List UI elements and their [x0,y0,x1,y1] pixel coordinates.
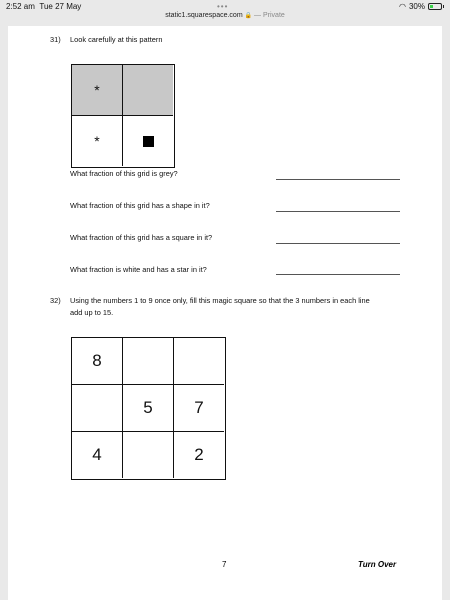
magic-cell[interactable]: 2 [194,445,204,464]
q31-number: 31) [50,35,61,44]
magic-cell[interactable] [123,338,174,385]
magic-cell[interactable] [123,432,174,478]
pattern-cell-star-grey [72,65,123,116]
url-text[interactable]: static1.squarespace.com [165,12,243,19]
q31-question-4: What fraction is white and has a star in it? [70,265,207,274]
wifi-icon: ◠ [399,2,406,11]
q32-prompt-line-1: Using the numbers 1 to 9 once only, fill this magic square so that the 3 numbers in each line [70,296,370,305]
status-right [399,2,444,11]
magic-square-grid [71,337,226,480]
magic-cell[interactable] [72,385,123,432]
worksheet-page [8,26,442,600]
pattern-cell-star-white [72,116,123,166]
magic-cell[interactable]: 7 [174,385,224,432]
magic-cell[interactable]: 5 [123,385,174,432]
magic-cell[interactable]: 4 [72,432,123,478]
star-icon: * [94,133,100,149]
url-bar[interactable] [0,12,450,24]
q31-prompt: Look carefully at this pattern [70,35,163,44]
q32-number: 32) [50,296,61,305]
star-icon: * [94,82,100,98]
pattern-grid [71,64,175,168]
answer-line-4[interactable] [276,274,400,275]
magic-cell[interactable] [174,338,224,385]
page-number: 7 [222,560,227,569]
q31-question-2: What fraction of this grid has a shape in it? [70,201,210,210]
turn-over-label: Turn Over [358,560,397,569]
battery-percent: 30% [408,2,425,11]
answer-line-1[interactable] [276,179,400,180]
magic-cell[interactable]: 8 [72,338,123,385]
pattern-cell-grey [123,65,173,116]
square-icon [143,136,154,147]
answer-line-3[interactable] [276,243,400,244]
private-label: — Private [254,12,285,19]
more-dots-icon[interactable]: ••• [217,2,229,11]
q31-question-3: What fraction of this grid has a square in it? [70,233,213,242]
status-time: 2:52 am Tue 27 May [6,2,82,11]
q32-prompt-line-2: add up to 15. [70,308,114,317]
battery-icon [428,3,442,10]
lock-icon: 🔒 [244,13,253,19]
q31-question-1: What fraction of this grid is grey? [70,169,178,178]
pattern-cell-square [123,116,173,166]
answer-line-2[interactable] [276,211,400,212]
